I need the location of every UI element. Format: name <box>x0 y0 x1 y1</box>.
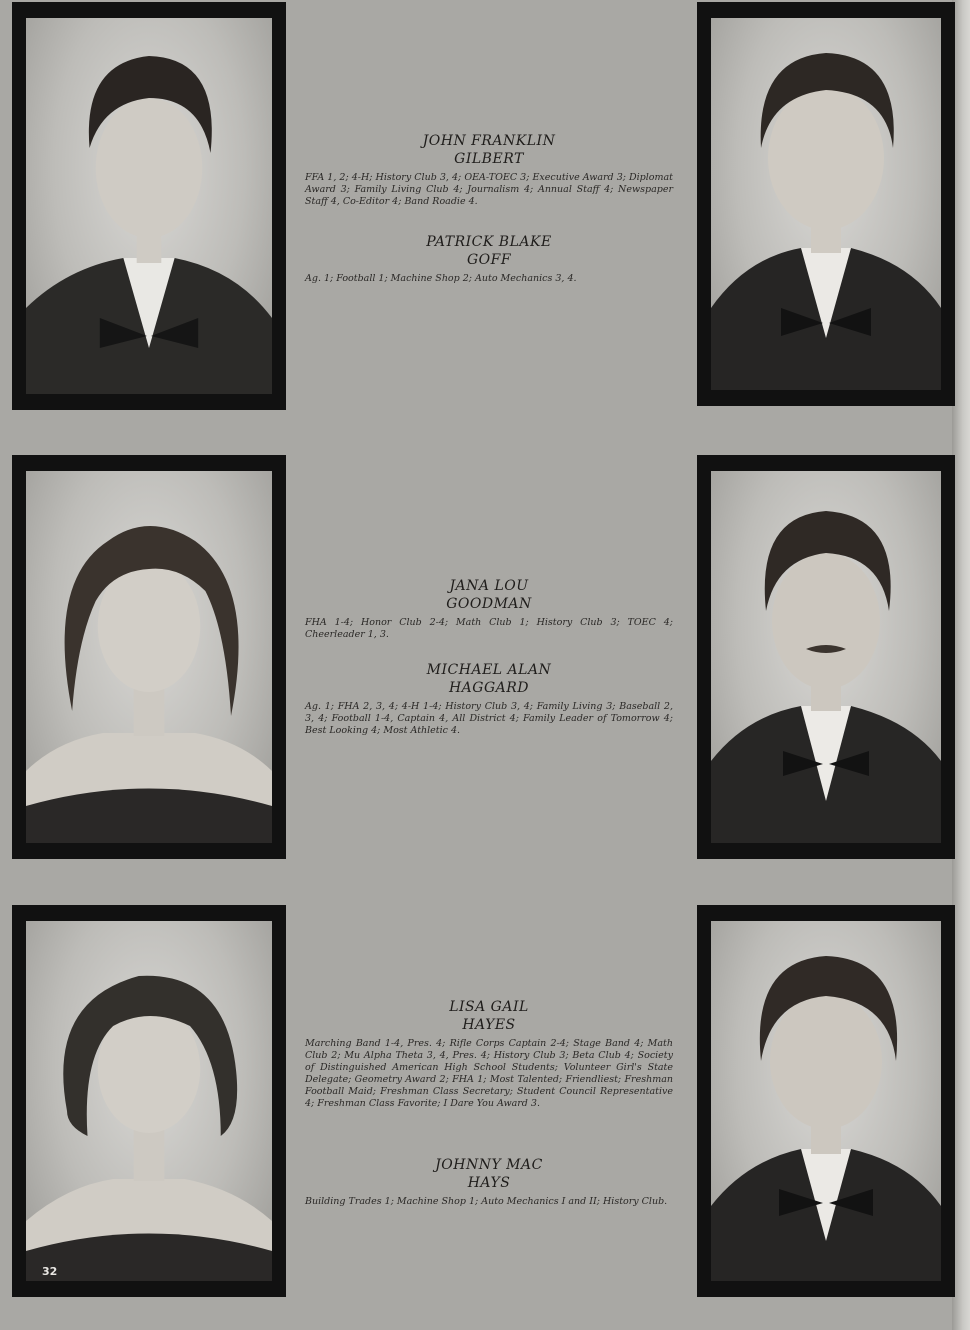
page-number: 32 <box>42 1265 58 1278</box>
portrait-image <box>26 921 272 1281</box>
portrait-image <box>711 18 941 390</box>
student-name-first: JANA LOU <box>449 578 529 594</box>
student-activities: FHA 1-4; Honor Club 2-4; Math Club 1; History Club 3; TOEC 4; Cheerleader 1, 3. <box>305 617 673 640</box>
student-activities: FFA 1, 2; 4-H; History Club 3, 4; OEA-TOEC 3; Executive Award 3; Diplomat Award 3; Family Living Club 4; Journalism 4; Annual Staff 4; Newspaper Staff 4, Co-Editor 4; Band Roadie 4. <box>305 172 673 207</box>
student-name-first: PATRICK BLAKE <box>426 234 552 250</box>
student-name-first: JOHNNY MAC <box>435 1157 543 1173</box>
portrait-hays <box>697 905 955 1297</box>
student-activities: Ag. 1; Football 1; Machine Shop 2; Auto Mechanics 3, 4. <box>305 273 577 284</box>
portrait-hayes <box>12 905 286 1297</box>
student-hays <box>305 1156 673 1208</box>
student-name-last: GILBERT <box>454 151 524 167</box>
student-name-last: GOFF <box>466 252 512 268</box>
student-gilbert <box>305 132 673 208</box>
student-name-last: GOODMAN <box>446 596 532 612</box>
student-activities: Ag. 1; FHA 2, 3, 4; 4-H 1-4; History Club 3, 4; Family Living 3; Baseball 2, 3, 4; Football 1-4, Captain 4, All District 4; Family Leader of Tomorrow 4; Best Looking 4; Most Athletic 4. <box>305 701 673 736</box>
portrait-image <box>26 471 272 843</box>
student-activities: Building Trades 1; Machine Shop 1; Auto Mechanics I and II; History Club. <box>305 1196 668 1207</box>
student-goff <box>305 233 673 285</box>
portrait-image <box>711 921 941 1281</box>
student-haggard <box>305 661 673 737</box>
student-activities: Marching Band 1-4, Pres. 4; Rifle Corps Captain 2-4; Stage Band 4; Math Club 2; Mu Alpha Theta 3, 4, Pres. 4; History Club 3; Beta Club 4; Society of Distinguished American High School Students; Volunteer Girl's State Delegate; Geometry Award 2; FHA 1; Most Talented; Friendliest; Freshman Football Maid; Freshman Class Secretary; Student Council Representative 4; Freshman Class Favorite; I Dare You Award 3. <box>305 1038 673 1109</box>
portrait-goodman <box>12 455 286 859</box>
portrait-image <box>711 471 941 843</box>
portrait-image <box>26 18 272 394</box>
student-hayes <box>305 998 673 1110</box>
student-goodman <box>305 577 673 641</box>
student-name-first: MICHAEL ALAN <box>426 662 552 678</box>
student-name-last: HAYES <box>462 1017 516 1033</box>
student-name-first: LISA GAIL <box>449 999 529 1015</box>
student-name-first: JOHN FRANKLIN <box>422 133 556 149</box>
portrait-goff <box>697 2 955 406</box>
student-name-last: HAGGARD <box>448 680 530 696</box>
student-name-last: HAYS <box>467 1175 511 1191</box>
portrait-haggard <box>697 455 955 859</box>
portrait-gilbert <box>12 2 286 410</box>
